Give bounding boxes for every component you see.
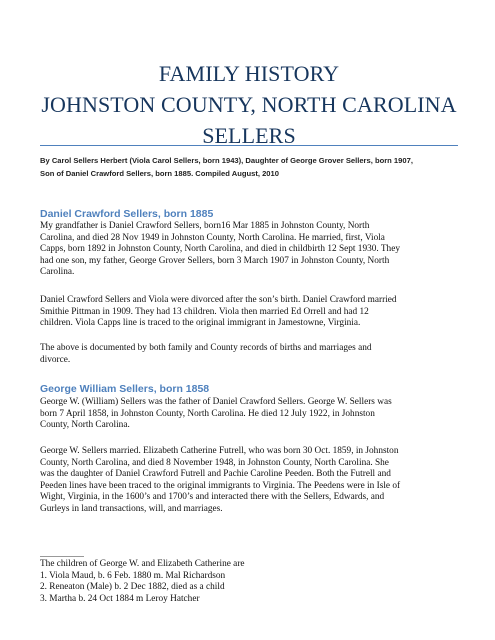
list-item: 2. Reneaton (Male) b. 2 Dec 1882, died as a child <box>40 582 225 593</box>
list-item: 3. Martha b. 24 Oct 1884 m Leroy Hatcher <box>40 593 200 604</box>
section-heading-daniel: Daniel Crawford Sellers, born 1885 <box>40 208 214 220</box>
paragraph-line: George W. (William) Sellers was the father of Daniel Crawford Sellers. George W. Sellers was <box>40 397 392 407</box>
list-intro: The children of George W. and Elizabeth Catherine are <box>40 559 245 569</box>
title-line-1: FAMILY HISTORY <box>158 61 340 86</box>
paragraph-line: Daniel Crawford Sellers and Viola were divorced after the son’s birth. Daniel Crawford married <box>40 295 397 305</box>
title-line-3: SELLERS <box>202 123 296 148</box>
paragraph <box>40 343 465 366</box>
separator-line <box>40 556 84 557</box>
children-list <box>40 559 465 605</box>
paragraph-line: Gurleys in land transactions, will, and marriages. <box>40 503 223 514</box>
byline <box>40 154 460 180</box>
paragraph-line: Carolina, and died 28 Nov 1949 in Johnston County, North Carolina. He married, first, Viola <box>40 232 385 243</box>
paragraph-line: County, North Carolina. <box>40 420 130 431</box>
paragraph <box>40 446 465 516</box>
paragraph-line: divorce. <box>40 354 71 365</box>
paragraph-line: County, North Carolina, and died 8 November 1948, in Johnston County, North Carolina. She <box>40 457 389 468</box>
paragraph-line: born 7 April 1858, in Johnston County, North Carolina. He died 12 July 1922, in Johnston <box>40 408 375 419</box>
document-title <box>40 58 458 151</box>
paragraph <box>40 221 465 279</box>
title-divider <box>40 145 458 146</box>
byline-line: Son of Daniel Crawford Sellers, born 1885. Compiled August, 2010 <box>40 169 279 178</box>
byline-line: By Carol Sellers Herbert (Viola Carol Sellers, born 1943), Daughter of George Grover Sellers, born 1907, <box>40 156 413 165</box>
paragraph <box>40 397 465 432</box>
paragraph-line: Carolina. <box>40 267 75 278</box>
paragraph-line: was the daughter of Daniel Crawford Futrell and Pachie Caroline Peeden. Both the Futrell and <box>40 469 391 480</box>
paragraph-line: had one son, my father, George Grover Sellers, born 3 March 1907 in Johnston County, North <box>40 255 390 266</box>
title-line-2: JOHNSTON COUNTY, NORTH CAROLINA <box>41 92 457 117</box>
paragraph-line: Capps, born 1892 in Johnston County, North Carolina, and died in childbirth 12 Sept 1930. They <box>40 244 400 255</box>
paragraph <box>40 295 465 330</box>
section-heading-george: George William Sellers, born 1858 <box>40 383 210 395</box>
paragraph-line: Peeden lines have been traced to the original immigrants to Virginia. The Peedens were in Isle of <box>40 480 401 491</box>
paragraph-line: children. Viola Capps line is traced to the original immigrant in Jamestowne, Virginia. <box>40 318 361 329</box>
paragraph-line: Wight, Virginia, in the 1600’s and 1700’s and interacted there with the Sellers, Edwards, and <box>40 492 385 503</box>
paragraph-line: George W. Sellers married. Elizabeth Catherine Futrell, who was born 30 Oct. 1859, in Johnston <box>40 446 399 456</box>
paragraph-line: Smithie Pittman in 1909. They had 13 children. Viola then married Ed Orrell and had 12 <box>40 306 369 317</box>
paragraph-line: My grandfather is Daniel Crawford Sellers, born16 Mar 1885 in Johnston County, North <box>40 221 370 231</box>
list-item: 1. Viola Maud, b. 6 Feb. 1880 m. Mal Richardson <box>40 570 226 581</box>
paragraph-line: The above is documented by both family and County records of births and marriages and <box>40 343 372 353</box>
